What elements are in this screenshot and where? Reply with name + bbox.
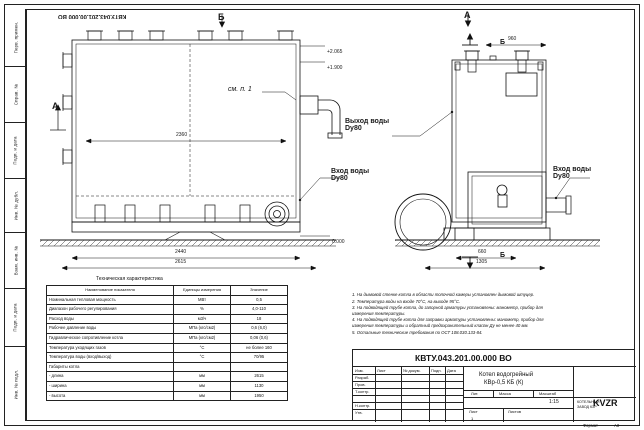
tb-col-podp: Подп.: [431, 368, 442, 373]
table-row: - высота мм 1950: [47, 391, 288, 401]
tb-col-izm: Изм.: [355, 368, 364, 373]
title-designation: КВТУ.043.201.00.000 ВО: [415, 353, 512, 363]
dimension-660: 660: [478, 249, 487, 255]
dimension-1305: 1305: [476, 259, 488, 265]
format-value: А3: [614, 423, 620, 428]
elevation-0000: 0.000: [332, 239, 345, 245]
left-cell-5: Подп. и дата: [5, 289, 26, 347]
tb-lit-label: Лит.: [471, 391, 479, 396]
table-row: - ширина мм 1130: [47, 381, 288, 391]
note-1: 1. На дымовой стенке котла в области топочной камеры установлен дымовой штуцер.: [352, 292, 535, 297]
tb-scale-label: Масштаб: [539, 391, 557, 396]
section-label-b-bottom: Б: [500, 252, 506, 259]
callout-water-inlet-left: Вход воды Dy80: [331, 168, 370, 182]
title-block: [352, 349, 635, 421]
elevation-2065: +2.065: [327, 49, 343, 55]
format-label: Формат: [583, 423, 598, 428]
note-see-item-1: см. п. 1: [228, 86, 252, 93]
note-4: 4. На подводящей трубе котла для заправки арматуры установлены: манометр, прибор для измерения температуры и обратный предохранительный клапан Ду не менее 40 мм.: [352, 317, 544, 329]
technical-notes: [352, 292, 560, 336]
tech-table: [46, 285, 288, 401]
tb-role-nkontr: Н.контр.: [355, 403, 371, 408]
elevation-1900: +1.900: [327, 65, 343, 71]
tb-role-utv: Утв.: [355, 410, 363, 415]
tb-col-list: Лист: [377, 368, 386, 373]
tb-sheets-label: Листов: [508, 409, 521, 414]
tech-table-header-row: [47, 286, 288, 296]
dimension-2360: 2360: [176, 132, 188, 138]
left-cell-2: Подп. и дата: [5, 123, 26, 179]
tb-col-data: Дата: [447, 368, 456, 373]
tech-th-0: Наименование показателя: [47, 286, 174, 296]
tech-th-1: Единицы измерения: [174, 286, 231, 296]
note-5: 5. Остальные технические требования по ОСТ 108.030.133-84.: [352, 329, 483, 335]
dimension-2440: 2440: [175, 249, 187, 255]
tb-col-docum: № докум.: [403, 368, 421, 373]
left-cell-3: Инв. № дубл.: [5, 179, 26, 233]
tech-table-caption: Техническая характеристика: [96, 276, 163, 282]
table-row: Температура уходящих газов °С не более 160: [47, 343, 288, 353]
product-name-line1: Котел водогрейный: [479, 372, 534, 378]
section-label-b-top: Б: [500, 39, 506, 46]
company-line1: КОТЕЛЬНЫЙ: [577, 400, 600, 404]
left-cell-1: Справ. №: [5, 67, 26, 123]
dimension-960: 960: [508, 36, 517, 42]
table-row: Диапазон рабочего регулирования % 4,0-110: [47, 305, 288, 315]
view-label-a-right: А: [464, 10, 471, 20]
table-row: - длина мм 2615: [47, 372, 288, 382]
left-cell-6: Инв. № подл.: [13, 369, 18, 399]
note-3: 3. На подводящей трубе котла, до запорной арматуры установлены: манометр, прибор для измерения температуры.: [352, 305, 543, 316]
table-row: Номинальная тепловая мощность МВт 0,5: [47, 295, 288, 305]
company-line2: ЗАВОД КЗР: [577, 405, 597, 409]
tb-scale-value: 1:15: [549, 399, 559, 405]
tb-sheet-label: Лист: [469, 409, 478, 414]
callout-water-outlet: Выход воды Dy80: [345, 118, 390, 132]
designation-top: КВТУ.043.201.00.000 ВО: [58, 13, 127, 19]
tb-mass-label: Масса: [499, 391, 511, 396]
table-row: Рабочее давление воды МПа (кгс/см2) 0,6 (6,0): [47, 324, 288, 334]
tb-sheet-value: 1: [471, 416, 474, 421]
product-name-line2: КВр-0,5 КБ (К): [484, 380, 524, 386]
table-row: Расход воды м3/ч 18: [47, 314, 288, 324]
left-cell-0: Перв. примен.: [5, 9, 26, 67]
dimension-2615: 2615: [175, 259, 187, 265]
tech-th-2: Значение: [231, 286, 288, 296]
callout-water-inlet-right: Вход воды Dy80: [553, 166, 592, 180]
table-row: Гидравлическое сопротивление котла МПа (кгс/см2) 0,06 (0,6): [47, 333, 288, 343]
view-label-b: Б: [218, 12, 225, 22]
tb-role-razrab: Разраб.: [355, 375, 370, 380]
table-row: Температура воды (вход/выход) °С 70/95: [47, 353, 288, 363]
note-2: 2. Температура воды на входе 70°С, на выходе 95°С.: [352, 298, 461, 304]
tb-role-tkontr: Т.контр.: [355, 389, 370, 394]
tb-role-prov: Пров.: [355, 382, 366, 387]
table-row: Габариты котла: [47, 362, 288, 372]
kvzr-logo: KVZR: [593, 398, 618, 408]
view-label-a-left: А: [52, 101, 59, 111]
left-cell-4: Взам. инв. №: [5, 233, 26, 289]
